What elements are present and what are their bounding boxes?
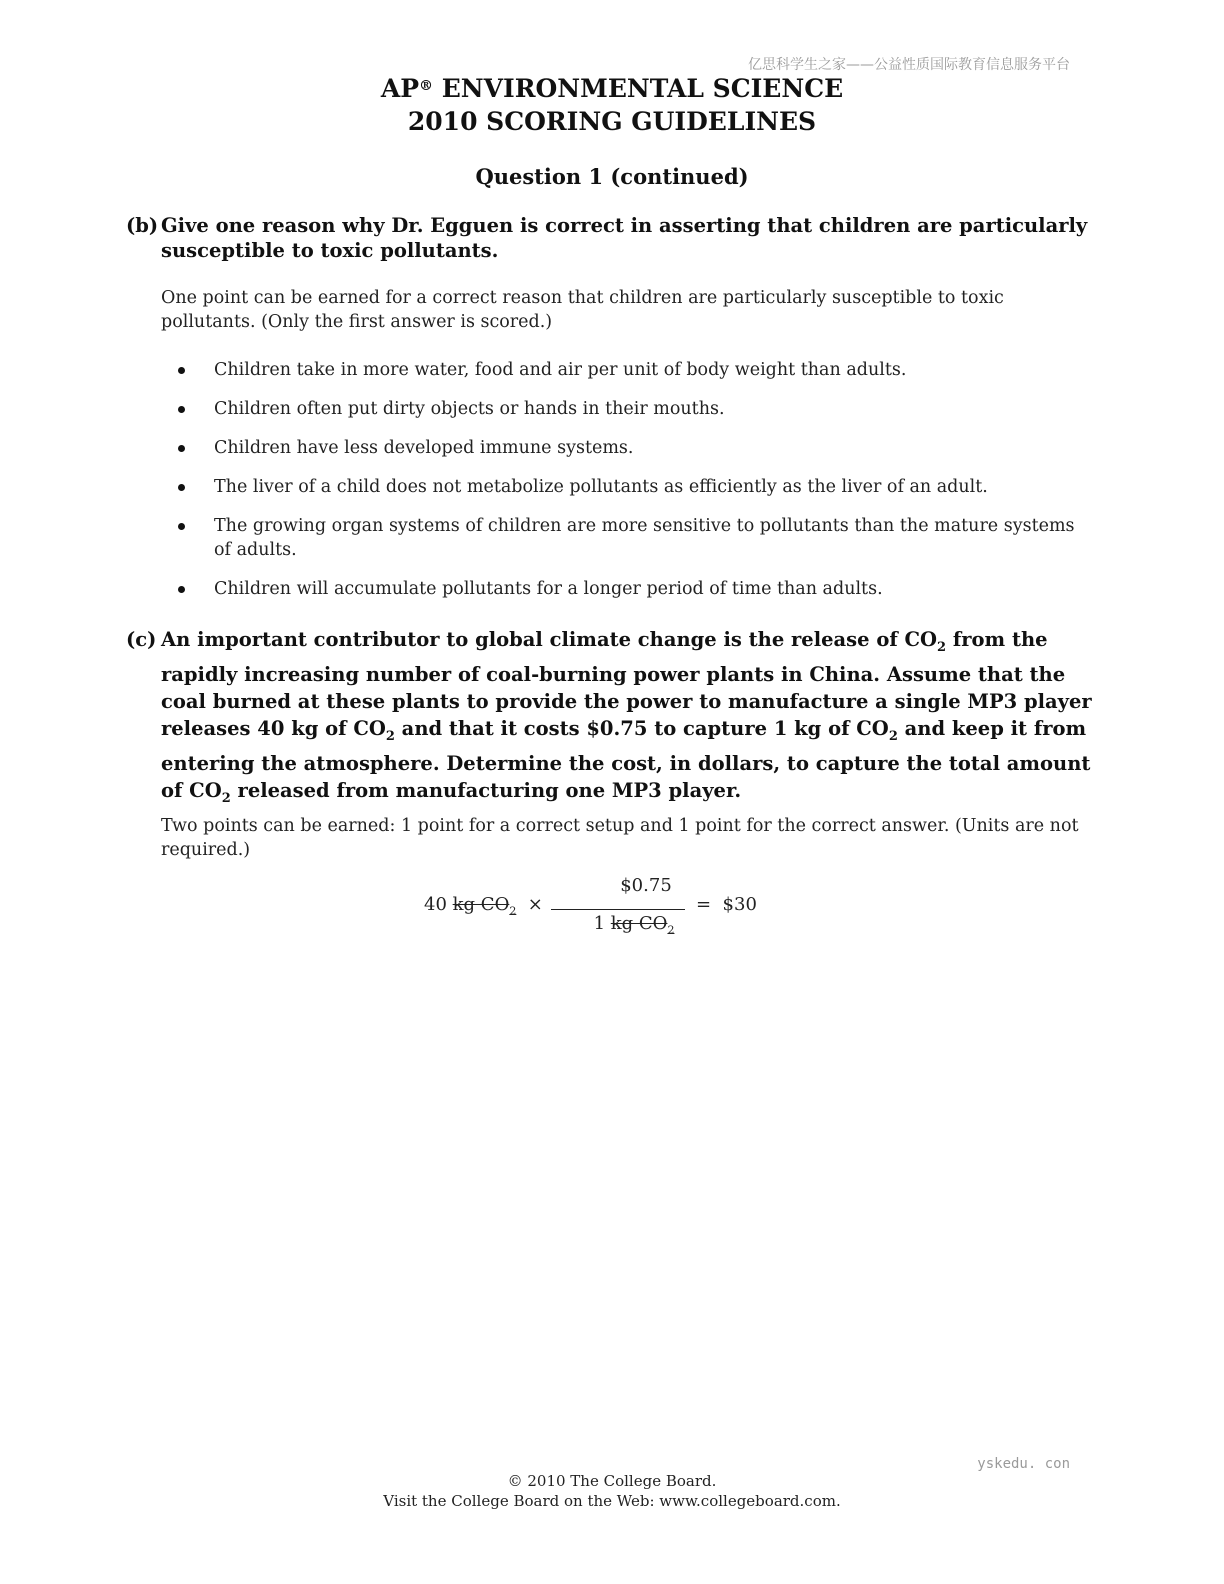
list-item (178, 514, 1078, 562)
formula-equals: = (696, 894, 712, 915)
list-item-text: Children will accumulate pollutants for a longer period of time than adults. (214, 579, 883, 599)
part-b-label: (b) (126, 214, 159, 237)
part-c-label: (c) (126, 628, 157, 651)
formula-result (696, 894, 757, 915)
watermark-bottom: yskedu. con (977, 1456, 1070, 1472)
list-item (178, 358, 1078, 382)
part-c-scoring-note: Two points can be earned: 1 point for a correct setup and 1 point for the correct answer. (Units are not required.) (161, 816, 1079, 860)
bullet-icon (178, 406, 185, 413)
bullet-icon (178, 523, 185, 530)
bullet-icon (178, 367, 185, 374)
part-c-question-text: An important contributor to global climate change is the release of $CO_2$ from the rapidly increasing number of coal-burning power plants in China. Assume that the coal burned at these plants to provide the power to manufacture a single MP3 player releases 40 kg of $CO_2$ and that it costs $0.75 to capture 1 kg of $CO_2$ and keep it from entering the atmosphere. Determine the cost, in dollars, to capture the total amount of $CO_2$ released from manufacturing one MP3 player. (161, 628, 1092, 806)
formula-den-number: 1 (593, 913, 606, 934)
list-item-text: Children often put dirty objects or hands in their mouths. (214, 399, 725, 419)
footer-copyright: © 2010 The College Board. (507, 1472, 717, 1490)
list-item (178, 397, 1078, 421)
bullet-icon (178, 586, 185, 593)
formula-lhs-number: 40 (424, 894, 447, 915)
title-line-1 (0, 72, 1224, 105)
formula-lhs (424, 894, 543, 918)
list-item (178, 577, 1078, 601)
cost-formula (424, 872, 784, 942)
bullet-icon (178, 484, 185, 491)
list-item-text: Children have less developed immune systems. (214, 438, 634, 458)
title-line-2: 2010 SCORING GUIDELINES (407, 107, 817, 136)
watermark-top: 亿思科学生之家——公益性质国际教育信息服务平台 (748, 57, 1070, 73)
formula-den-unit: kg $CO_2$ (610, 913, 675, 937)
part-b-question-text: Give one reason why Dr. Egguen is correct in asserting that children are particularly susceptible to toxic pollutants. (161, 214, 1088, 262)
bullet-icon (178, 445, 185, 452)
part-b-question (126, 213, 1101, 263)
list-item-text: The growing organ systems of children are more sensitive to pollutants than the mature systems of adults. (214, 516, 1075, 560)
formula-numerator: $0.75 (620, 875, 672, 896)
formula-lhs-unit: kg $CO_2$ (452, 894, 517, 918)
question-heading: Question 1 (continued) (475, 164, 749, 189)
registered-mark: ® (419, 78, 434, 94)
page-title (0, 72, 1224, 138)
footer-website: Visit the College Board on the Web: www.collegeboard.com. (383, 1492, 841, 1510)
list-item (178, 475, 1078, 499)
list-item-text: The liver of a child does not metabolize pollutants as efficiently as the liver of an adult. (214, 477, 988, 497)
title-ap: AP (380, 74, 420, 103)
formula-result-value: $30 (722, 894, 757, 915)
part-c-question (126, 626, 1101, 812)
list-item-text: Children take in more water, food and air per unit of body weight than adults. (214, 360, 907, 380)
part-b-scoring-note: One point can be earned for a correct reason that children are particularly susceptible to toxic pollutants. (Only the first answer is scored.) (161, 288, 1004, 332)
title-subject: ENVIRONMENTAL SCIENCE (433, 74, 844, 103)
list-item (178, 436, 1078, 460)
fraction-bar (551, 909, 685, 910)
formula-times: × (527, 894, 543, 915)
footer (0, 1471, 1224, 1511)
formula-denominator (574, 913, 694, 937)
part-b-answer-list (178, 358, 1078, 616)
